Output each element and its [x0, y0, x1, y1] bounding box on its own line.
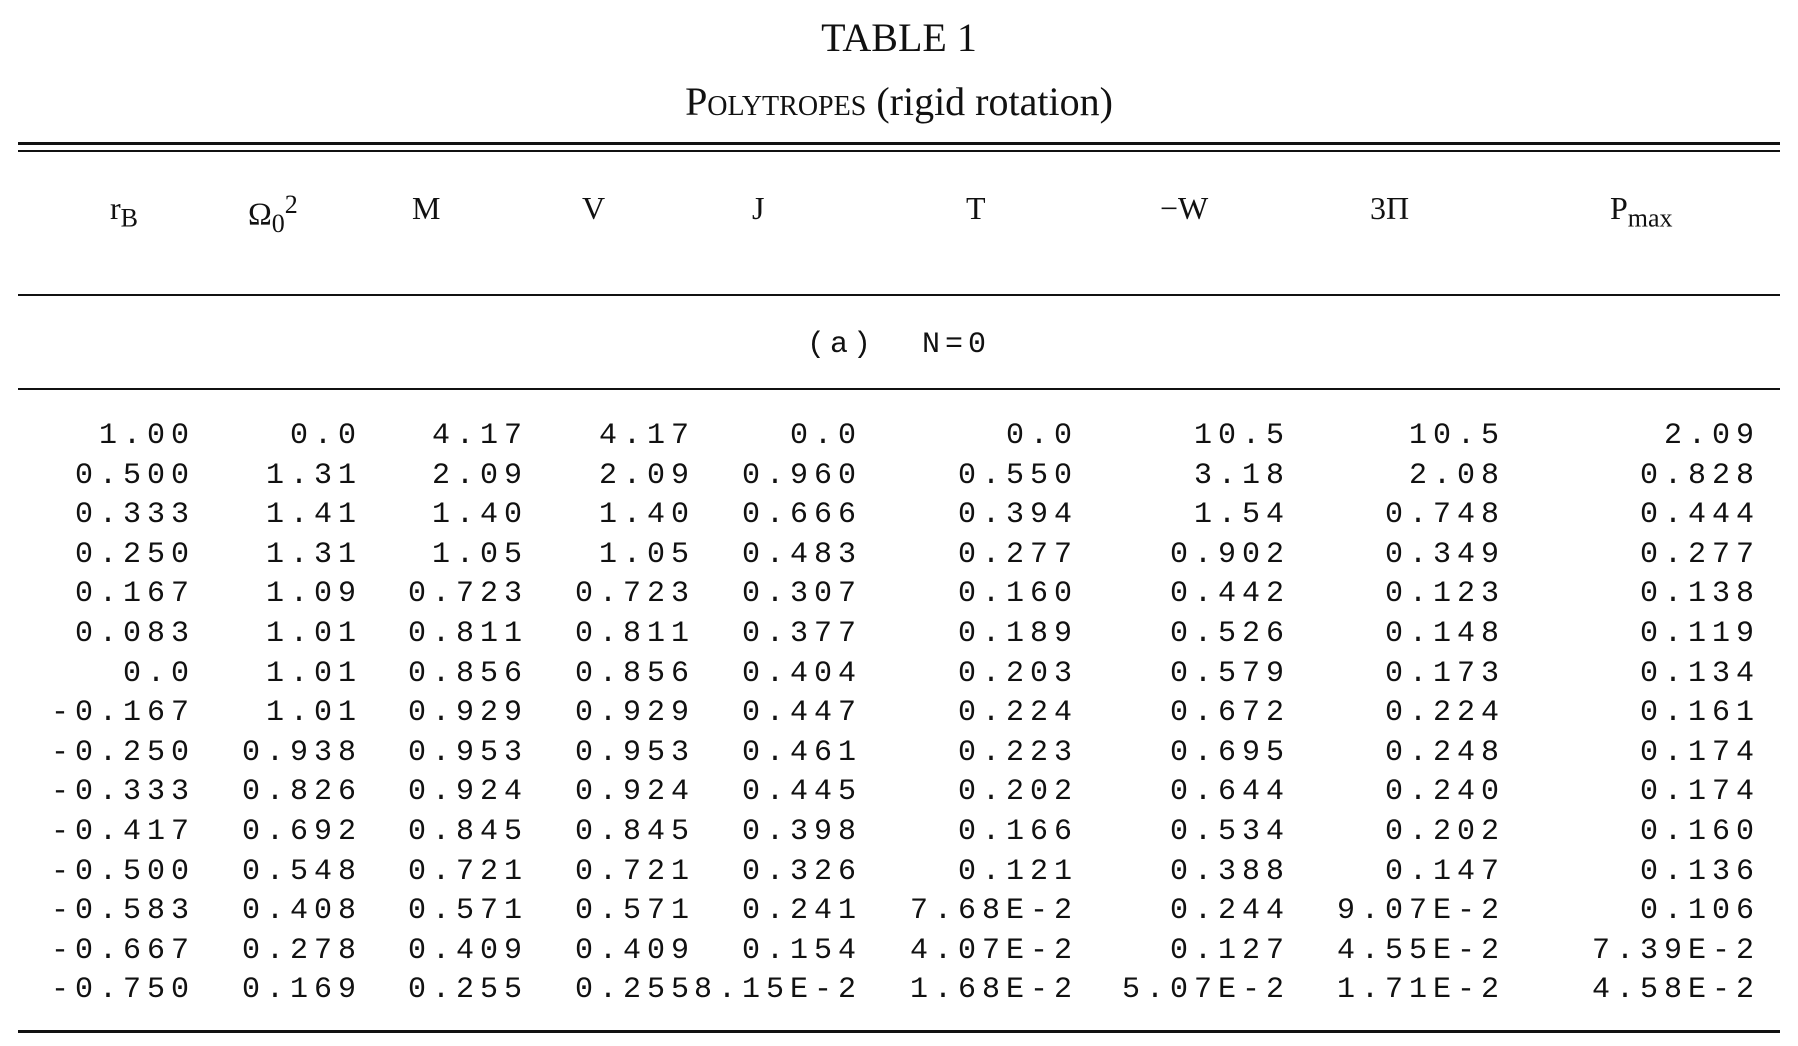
table-row — [0, 416, 1798, 456]
table-cell: 0.223 — [957, 735, 1078, 770]
table-cell: 0.255 — [407, 973, 528, 1008]
table-cell: 10.5 — [1193, 419, 1290, 453]
column-header-rB: $r_B$ — [110, 190, 138, 233]
table-row — [0, 772, 1798, 812]
column-header-3pi: 3Π — [1370, 190, 1410, 226]
column-header-J: J — [752, 190, 765, 226]
table-row — [0, 733, 1798, 773]
table-cell: 1.68E-2 — [909, 973, 1078, 1008]
table-cell: 0.307 — [741, 577, 862, 612]
table-cell: 0.173 — [1384, 656, 1505, 691]
column-header-V: V — [582, 190, 606, 226]
table-row — [0, 456, 1798, 496]
table-cell: 0.856 — [407, 656, 528, 691]
header-rule — [18, 294, 1780, 296]
table-cell: 0.500 — [74, 458, 195, 493]
table-cell: 1.00 — [98, 419, 195, 453]
table-cell: 4.07E-2 — [909, 933, 1078, 968]
table-cell: 0.0 — [1005, 419, 1078, 453]
table-cell: 1.05 — [431, 537, 528, 572]
table-cell: 0.202 — [957, 775, 1078, 810]
table-cell: 0.526 — [1169, 616, 1290, 651]
table-cell: 3.18 — [1193, 458, 1290, 493]
table-cell: -0.583 — [50, 894, 195, 929]
table-cell: 0.224 — [1384, 696, 1505, 731]
table-cell: 2.09 — [1663, 419, 1760, 453]
table-row — [0, 654, 1798, 694]
table-cell: 4.58E-2 — [1591, 973, 1760, 1008]
table-cell: 0.160 — [1639, 814, 1760, 849]
table-label: TABLE 1 — [821, 15, 977, 60]
table-cell: 0.845 — [407, 814, 528, 849]
table-cell: 0.692 — [241, 814, 362, 849]
table-cell: 0.241 — [741, 894, 862, 929]
table-cell: 1.40 — [598, 498, 695, 533]
table-cell: 0.409 — [407, 933, 528, 968]
table-cell: 1.01 — [265, 656, 362, 691]
table-cell: 0.166 — [957, 814, 1078, 849]
table-cell: 0.134 — [1639, 656, 1760, 691]
table-cell: 0.902 — [1169, 537, 1290, 572]
table-cell: 0.447 — [741, 696, 862, 731]
table-cell: 0.404 — [741, 656, 862, 691]
table-cell: 0.924 — [574, 775, 695, 810]
table-cell: 0.154 — [741, 933, 862, 968]
table-cell: -0.167 — [50, 696, 195, 731]
table-cell: 0.929 — [574, 696, 695, 731]
table-cell: 0.136 — [1639, 854, 1760, 889]
table-cell: 2.08 — [1408, 458, 1505, 493]
table-cell: 0.811 — [574, 616, 695, 651]
table-cell: 0.083 — [74, 616, 195, 651]
table-cell: 1.54 — [1193, 498, 1290, 533]
table-cell: 0.119 — [1639, 616, 1760, 651]
table-cell: 0.0 — [289, 419, 362, 453]
table-cell: 0.723 — [574, 577, 695, 612]
table-cell: 0.394 — [957, 498, 1078, 533]
table-row — [0, 970, 1798, 1010]
table-row — [0, 931, 1798, 971]
table-cell: 0.277 — [957, 537, 1078, 572]
table-cell: 0.409 — [574, 933, 695, 968]
table-cell: 1.31 — [265, 537, 362, 572]
table-cell: 0.244 — [1169, 894, 1290, 929]
table-cell: 0.161 — [1639, 696, 1760, 731]
table-cell: 0.349 — [1384, 537, 1505, 572]
table-cell: 0.167 — [74, 577, 195, 612]
table-cell: 2.09 — [431, 458, 528, 493]
table-cell: 0.203 — [957, 656, 1078, 691]
table-cell: 0.333 — [74, 498, 195, 533]
table-cell: 0.644 — [1169, 775, 1290, 810]
column-header-Pmax: $P_{max}$ — [1610, 190, 1673, 233]
table-cell: 0.579 — [1169, 656, 1290, 691]
table-cell: 0.138 — [1639, 577, 1760, 612]
table-cell: 7.39E-2 — [1591, 933, 1760, 968]
table-cell: 0.748 — [1384, 498, 1505, 533]
table-cell: 0.929 — [407, 696, 528, 731]
top-rule — [18, 142, 1780, 145]
table-cell: 0.0 — [122, 656, 195, 691]
table-cell: 0.960 — [741, 458, 862, 493]
table-cell: 0.169 — [241, 973, 362, 1008]
top-rule-inner — [18, 150, 1780, 152]
table-cell: 0.953 — [407, 735, 528, 770]
caption-small-caps: Polytropes — [685, 79, 867, 124]
table-cell: 7.68E-2 — [909, 894, 1078, 929]
table-cell: 0.148 — [1384, 616, 1505, 651]
table-cell: 0.461 — [741, 735, 862, 770]
table-cell: 0.278 — [241, 933, 362, 968]
table-cell: -0.500 — [50, 854, 195, 889]
table-cell: 0.672 — [1169, 696, 1290, 731]
table-cell: 0.548 — [241, 854, 362, 889]
table-cell: 5.07E-2 — [1121, 973, 1290, 1008]
table-cell: 4.17 — [598, 419, 695, 453]
table-cell: 0.160 — [957, 577, 1078, 612]
table-cell: 0.721 — [407, 854, 528, 889]
table-row — [0, 614, 1798, 654]
table-cell: -0.417 — [50, 814, 195, 849]
table-cell: 0.856 — [574, 656, 695, 691]
table-cell: 0.189 — [957, 616, 1078, 651]
table-cell: 1.01 — [265, 616, 362, 651]
column-header-minus-W: −W — [1160, 190, 1209, 226]
table-cell: 0.924 — [407, 775, 528, 810]
table-row — [0, 495, 1798, 535]
table-cell: 0.224 — [957, 696, 1078, 731]
table-cell: 0.444 — [1639, 498, 1760, 533]
table-cell: 0.121 — [957, 854, 1078, 889]
table-cell: 0.408 — [241, 894, 362, 929]
table-cell: 0.845 — [574, 814, 695, 849]
table-cell: 9.07E-2 — [1336, 894, 1505, 929]
table-cell: 0.723 — [407, 577, 528, 612]
column-header-M: M — [412, 190, 441, 226]
table-cell: -0.250 — [50, 735, 195, 770]
table-cell: 1.31 — [265, 458, 362, 493]
table-cell: 0.147 — [1384, 854, 1505, 889]
table-cell: 0.445 — [741, 775, 862, 810]
table-cell: 1.01 — [265, 696, 362, 731]
table-cell: 0.250 — [74, 537, 195, 572]
table-row — [0, 535, 1798, 575]
table-cell: 0.826 — [241, 775, 362, 810]
column-header-T: T — [966, 190, 986, 226]
table-cell: 0.695 — [1169, 735, 1290, 770]
section-rule — [18, 388, 1780, 390]
table-cell: 0.123 — [1384, 577, 1505, 612]
table-cell: 0.202 — [1384, 814, 1505, 849]
table-cell: 0.811 — [407, 616, 528, 651]
table-body — [0, 416, 1798, 1010]
table-cell: 1.71E-2 — [1336, 973, 1505, 1008]
column-header-omega0-squared: $\Omega_0^2$ — [248, 190, 298, 239]
table-cell: -0.333 — [50, 775, 195, 810]
table-cell: 0.666 — [741, 498, 862, 533]
table-cell: 4.55E-2 — [1336, 933, 1505, 968]
table-cell: 0.326 — [741, 854, 862, 889]
table-cell: 0.550 — [957, 458, 1078, 493]
table-cell: 1.05 — [598, 537, 695, 572]
table-cell: 0.483 — [741, 537, 862, 572]
table-cell: 8.15E-2 — [693, 973, 862, 1008]
table-cell: -0.667 — [50, 933, 195, 968]
table-cell: 2.09 — [598, 458, 695, 493]
table-cell: 0.174 — [1639, 775, 1760, 810]
table-cell: 0.938 — [241, 735, 362, 770]
table-cell: 0.248 — [1384, 735, 1505, 770]
table-cell: 0.127 — [1169, 933, 1290, 968]
table-cell: 0.828 — [1639, 458, 1760, 493]
table-cell: 1.41 — [265, 498, 362, 533]
table-row — [0, 574, 1798, 614]
table-cell: 0.721 — [574, 854, 695, 889]
table-cell: 0.388 — [1169, 854, 1290, 889]
table-row — [0, 812, 1798, 852]
table-cell: 0.255 — [574, 973, 695, 1008]
bottom-rule — [18, 1030, 1780, 1033]
table-cell: 0.571 — [407, 894, 528, 929]
table-cell: 0.240 — [1384, 775, 1505, 810]
table-cell: 0.398 — [741, 814, 862, 849]
table-row — [0, 693, 1798, 733]
table-cell: 0.106 — [1639, 894, 1760, 929]
table-cell: 4.17 — [431, 419, 528, 453]
table-cell: 1.40 — [431, 498, 528, 533]
table-cell: 0.534 — [1169, 814, 1290, 849]
table-row — [0, 891, 1798, 931]
table-cell: 0.174 — [1639, 735, 1760, 770]
table-row — [0, 852, 1798, 892]
caption-rest: (rigid rotation) — [866, 79, 1113, 124]
table-cell: -0.750 — [50, 973, 195, 1008]
table-cell: 0.953 — [574, 735, 695, 770]
table-cell: 0.377 — [741, 616, 862, 651]
table-cell: 0.277 — [1639, 537, 1760, 572]
table-cell: 10.5 — [1408, 419, 1505, 453]
table-cell: 0.442 — [1169, 577, 1290, 612]
table-cell: 1.09 — [265, 577, 362, 612]
section-label: (a) N=0 — [806, 328, 992, 362]
table-cell: 0.571 — [574, 894, 695, 929]
table-cell: 0.0 — [789, 419, 862, 453]
table-caption — [0, 78, 1798, 125]
